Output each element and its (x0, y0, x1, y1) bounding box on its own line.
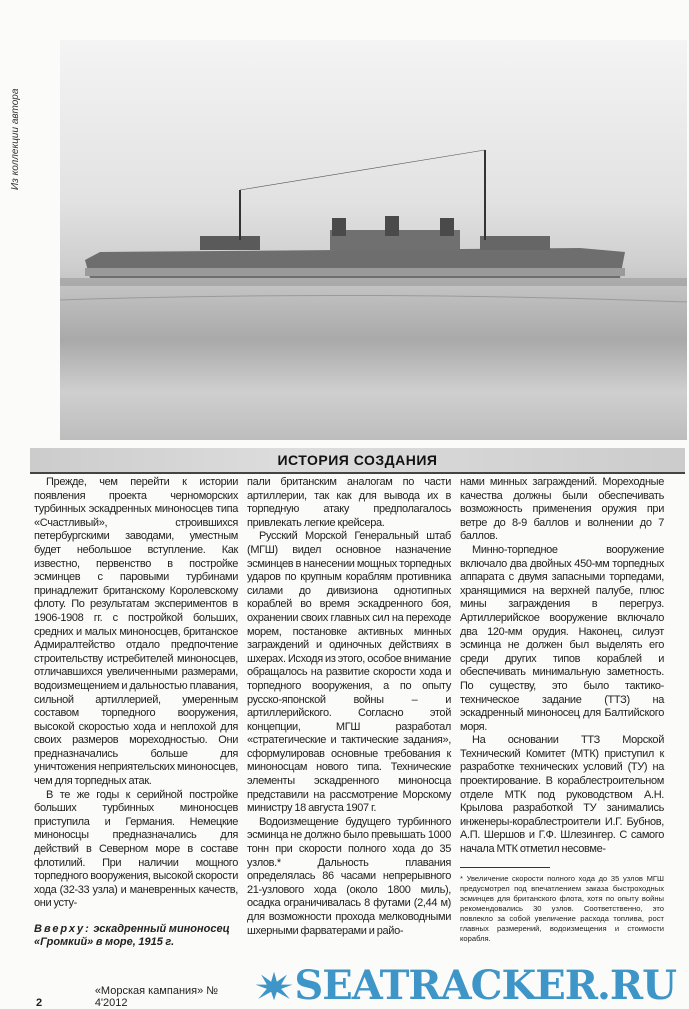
ship-silhouette (60, 40, 687, 440)
watermark: SEATRACKER.RU (294, 962, 676, 1009)
text-column-1 (34, 476, 238, 949)
text-column-3 (460, 476, 664, 944)
caption-lead: Вверху: (34, 923, 91, 935)
footnote: * Увеличение скорости полного хода до 35 узлов МГШ предусмотрел под впечатлением заказа быстроходных эсминцев для британского флота, хотя по опыту войны рекомендовались 30 узлов. Соответственно, это повлекло за собой увеличение расхода топлива, рост главных размерений, водоизмещения и стоимости корабля. (460, 873, 664, 943)
paragraph: На основании ТТЗ Морской Технический Комитет (МТК) приступил к разработке технических условий (ТУ) на проектирование. В кораблестроительном отделе МТК под руководством А.Н. Крылова разработкой ТУ занимались инженеры-кораблестроители И.Г. Бубнов, А.П. Шершов и Г.Ф. Шлезингер. С самого начала МТК отметил несовме- (460, 734, 664, 856)
watermark-starburst-icon (254, 966, 294, 1006)
running-title: «Морская кампания» № 4'2012 (94, 985, 219, 1009)
paragraph: Русский Морской Генеральный штаб (МГШ) видел основное назначение эсминцев в нанесении мощных торпедных ударов по крупным кораблям противника силами до дивизиона однотипных кораблей во время эскадренного боя, охранении своих главных сил на переходе морем, постановке активных минных заграждений и одиночных действиях в шхерах. Исходя из этого, особое внимание обращалось на развитие скорости хода и торпедного вооружения, а по опыту русско-японской войны – и артиллерийского. Согласно этой концепции, МГШ разработал «стратегические и тактические задания», сформулировав основные требования к миноносцам нового типа. Технические элементы эскадренного миноносца представили на рассмотрение Морскому министру 18 августа 1907 г. (247, 530, 451, 815)
paragraph: Минно-торпедное вооружение включало два двойных 450-мм торпедных аппарата с двумя запасными торпедами, хранящимися на верхней палубе, плюс мины заграждения в перегруз. Артиллерийское вооружение включало два 120-мм орудия. Наконец, силуэт эсминца не должен был выделять его среди других типов кораблей и обеспечивать минимальную заметность. По существу, это было тактико-техническое задание (ТТЗ) на эскадренный миноносец для Балтийского моря. (460, 543, 664, 733)
paragraph: Водоизмещение будущего турбинного эсминца не должно было превышать 1000 тонн при скорости полного хода до 35 узлов.* Дальность плавания определялась 86 часами непрерывного 21-узлового хода (около 1800 миль), осадка ограничивалась 8 футами (2,44 м) для возможности прохода мелководными шхерными фарватерами и райо- (247, 815, 451, 937)
watermark-block (254, 963, 676, 1009)
footnote-rule (460, 867, 550, 868)
caption-text: эскадренный миноносец «Громкий» в море, 1915 г. (34, 923, 230, 948)
top-area (0, 0, 689, 476)
section-title: ИСТОРИЯ СОЗДАНИЯ (277, 452, 438, 468)
destroyer-photo (60, 40, 687, 440)
text-columns (34, 476, 664, 949)
section-header (30, 448, 685, 474)
photo-credit (10, 40, 26, 190)
page-footer (36, 959, 676, 1009)
page-number: 2 (36, 997, 43, 1009)
paragraph: нами минных заграждений. Мореходные качества должны были обеспечивать возможность применения оружия при ветре до 8-9 баллов и волнении до 7 баллов. (460, 476, 664, 543)
paragraph: пали британским аналогам по части артиллерии, так как для вывода их в торпедную атаку предполагалось привлекать легкие крейсера. (247, 476, 451, 529)
photo-credit-text: Из коллекции автора (10, 88, 21, 190)
text-column-2 (247, 476, 451, 938)
photo-caption (34, 923, 238, 949)
paragraph: Прежде, чем перейти к истории появления проекта черноморских турбинных эскадренных миноносцев типа «Счастливый», строившихся петербургскими заводами, уместным будет небольшое вступление. Как известно, первенство в постройке эсминцев с паровыми турбинами принадлежит британскому Королевскому флоту. По результатам экспериментов в 1906-1908 гг. с постройкой больших, средних и малых миноносцев, британское Адмиралтейство отдало предпочтение строительству истребителей миноносцев, отличавшихся увеличенными размерами, водоизмещением и дальностью плавания, сильной артиллерией, умеренным составом торпедного вооружения, высокой скоростью хода и неплохой для своих размеров мореходностью. Они предназначались больше для уничтожения неприятельских миноносцев, чем для торпедных атак. (34, 476, 238, 788)
paragraph: В те же годы к серийной постройке больших турбинных миноносцев приступила и Германия. Немецкие миноносцы предназначались для действий в Северном море в составе флотилий. При наличии мощного торпедного вооружения, высокой скорости хода (32-33 узла) и маневренных качеств, они усту- (34, 788, 238, 910)
